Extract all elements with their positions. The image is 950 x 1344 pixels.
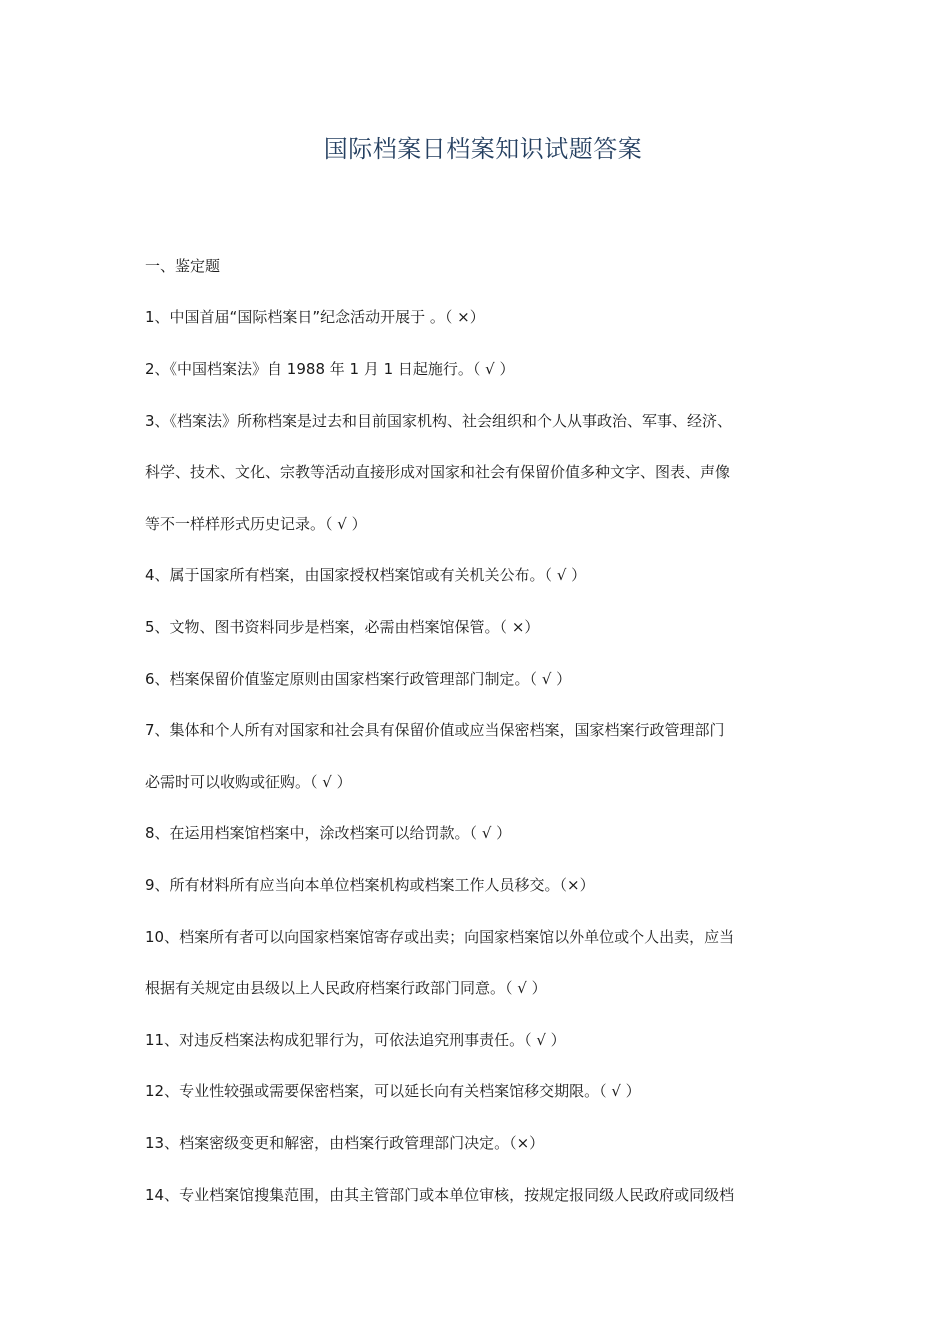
question-line: 11、对违反档案法构成犯罪行为，可依法追究刑事责任。（ √ ）: [145, 1031, 566, 1049]
document-title: 国际档案日档案知识试题答案: [323, 135, 643, 163]
question-line: 1、中国首届“国际档案日”纪念活动开展于 。（ ×）: [145, 308, 485, 326]
question-line: 必需时可以收购或征购。（ √ ）: [145, 773, 352, 791]
question-line: 12、专业性较强或需要保密档案，可以延长向有关档案馆移交期限。（ √ ）: [145, 1082, 641, 1100]
section-heading: 一、鉴定题: [145, 257, 221, 275]
question-line: 9、所有材料所有应当向本单位档案机构或档案工作人员移交。（×）: [145, 876, 595, 894]
question-line: 8、在运用档案馆档案中，涂改档案可以给罚款。（ √ ）: [145, 824, 512, 842]
question-line: 5、文物、图书资料同步是档案，必需由档案馆保管。（ ×）: [145, 618, 540, 636]
question-line: 10、档案所有者可以向国家档案馆寄存或出卖；向国家档案馆以外单位或个人出卖，应当: [145, 928, 735, 946]
question-line: 14、专业档案馆搜集范围，由其主管部门或本单位审核，按规定报同级人民政府或同级档: [145, 1186, 735, 1204]
question-line: 13、档案密级变更和解密，由档案行政管理部门决定。（×）: [145, 1134, 545, 1152]
question-line: 等不一样样形式历史记录。（ √ ）: [145, 515, 367, 533]
question-line: 3、《档案法》所称档案是过去和目前国家机构、社会组织和个人从事政治、军事、经济、: [145, 412, 733, 430]
question-line: 4、属于国家所有档案，由国家授权档案馆或有关机关公布。（ √ ）: [145, 566, 587, 584]
question-line: 根据有关规定由县级以上人民政府档案行政部门同意。（ √ ）: [145, 979, 547, 997]
question-line: 2、《中国档案法》自 1988 年 1 月 1 日起施行。（ √ ）: [145, 360, 515, 378]
question-line: 科学、技术、文化、宗教等活动直接形成对国家和社会有保留价值多种文字、图表、声像: [145, 463, 731, 481]
question-line: 6、档案保留价值鉴定原则由国家档案行政管理部门制定。（ √ ）: [145, 670, 572, 688]
question-line: 7、集体和个人所有对国家和社会具有保留价值或应当保密档案，国家档案行政管理部门: [145, 721, 725, 739]
